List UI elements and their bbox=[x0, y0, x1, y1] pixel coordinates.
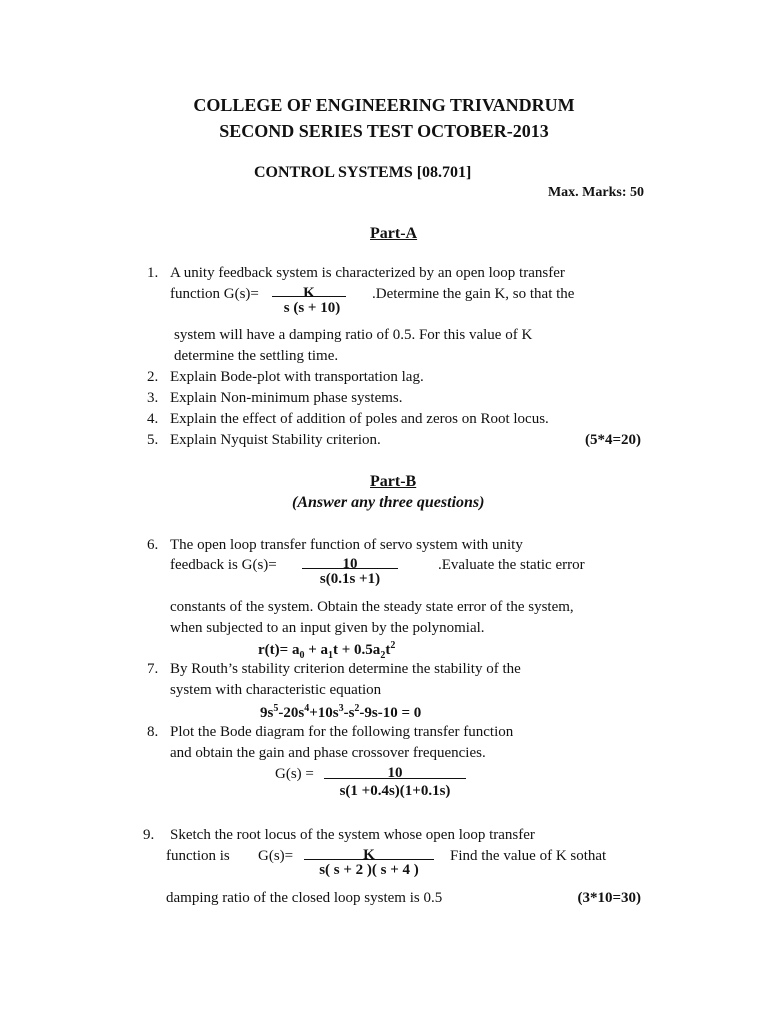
q1-line1: A unity feedback system is characterized by an open loop transfer bbox=[170, 265, 565, 281]
q8-pre: G(s) = bbox=[275, 766, 314, 782]
max-marks: Max. Marks: 50 bbox=[547, 185, 644, 200]
q8-line1: Plot the Bode diagram for the following transfer function bbox=[170, 724, 514, 740]
q8-line2: and obtain the gain and phase crossover frequencies. bbox=[170, 745, 486, 761]
q6-numerator: 10 bbox=[342, 556, 358, 572]
q9-numerator: K bbox=[363, 847, 375, 863]
part-b-subtitle: (Answer any three questions) bbox=[292, 494, 485, 511]
q7-number: 7. bbox=[147, 661, 159, 677]
q1-line3: system will have a damping ratio of 0.5. For this value of K bbox=[174, 327, 533, 343]
q4-text: Explain the effect of addition of poles and zeros on Root locus. bbox=[170, 411, 549, 427]
q6-polynomial: $r(t)= a_0 + a_1t + 0.5a_2t^2$ bbox=[258, 640, 396, 661]
q6-line3: constants of the system. Obtain the steady state error of the system, bbox=[170, 599, 574, 615]
part-a-marks: (5*4=20) bbox=[584, 432, 641, 448]
q5-number: 5. bbox=[147, 432, 159, 448]
q2-number: 2. bbox=[147, 369, 159, 385]
q2-text: Explain Bode-plot with transportation lag. bbox=[170, 369, 424, 385]
q1-line4: determine the settling time. bbox=[174, 348, 339, 364]
q8-denominator: s(1 +0.4s)(1+0.1s) bbox=[339, 783, 451, 799]
q8-number: 8. bbox=[147, 724, 159, 740]
q1-number: 1. bbox=[147, 265, 159, 281]
q8-fraction-bar bbox=[324, 778, 466, 779]
q6-fraction-bar bbox=[302, 568, 398, 569]
q3-text: Explain Non-minimum phase systems. bbox=[170, 390, 403, 406]
q9-number: 9. bbox=[143, 827, 155, 843]
q5-text: Explain Nyquist Stability criterion. bbox=[170, 432, 381, 448]
q6-line1: The open loop transfer function of servo system with unity bbox=[170, 537, 523, 553]
q9-pre: function is bbox=[166, 848, 230, 864]
q3-number: 3. bbox=[147, 390, 159, 406]
q1-fraction-bar bbox=[272, 296, 346, 297]
q4-number: 4. bbox=[147, 411, 159, 427]
q6-denominator: s(0.1s +1) bbox=[319, 571, 381, 587]
q8-numerator: 10 bbox=[387, 765, 403, 781]
q9-fraction-bar bbox=[304, 859, 434, 860]
q9-pre2: G(s)= bbox=[258, 848, 294, 864]
q7-line1: By Routh’s stability criterion determine the stability of the bbox=[170, 661, 521, 677]
q9-denominator: s( s + 2 )( s + 4 ) bbox=[319, 862, 419, 878]
part-a-title: Part-A bbox=[370, 225, 418, 242]
q7-characteristic-equation: $9s^5-20s^4+10s^3-s^2-9s-10 = 0$ bbox=[260, 703, 422, 721]
part-b-marks: (3*10=30) bbox=[577, 890, 641, 906]
q7-line2: system with characteristic equation bbox=[170, 682, 382, 698]
q9-line1: Sketch the root locus of the system whose open loop transfer bbox=[170, 827, 535, 843]
q1-post: .Determine the gain K, so that the bbox=[372, 286, 575, 302]
subject-title: CONTROL SYSTEMS [08.701] bbox=[254, 164, 472, 181]
q6-pre: feedback is G(s)= bbox=[170, 557, 277, 573]
college-name: COLLEGE OF ENGINEERING TRIVANDRUM bbox=[193, 95, 575, 115]
q6-post: .Evaluate the static error bbox=[438, 557, 585, 573]
q1-denominator: s (s + 10) bbox=[283, 300, 341, 316]
q9-post: Find the value of K sothat bbox=[450, 848, 607, 864]
q9-line3: damping ratio of the closed loop system is 0.5 bbox=[166, 890, 443, 906]
part-b-title: Part-B bbox=[370, 473, 417, 490]
q1-pre: function G(s)= bbox=[170, 286, 259, 302]
q6-line4: when subjected to an input given by the polynomial. bbox=[170, 620, 485, 636]
test-title: SECOND SERIES TEST OCTOBER-2013 bbox=[219, 121, 549, 141]
q6-number: 6. bbox=[147, 537, 159, 553]
q1-numerator: K bbox=[303, 285, 315, 301]
